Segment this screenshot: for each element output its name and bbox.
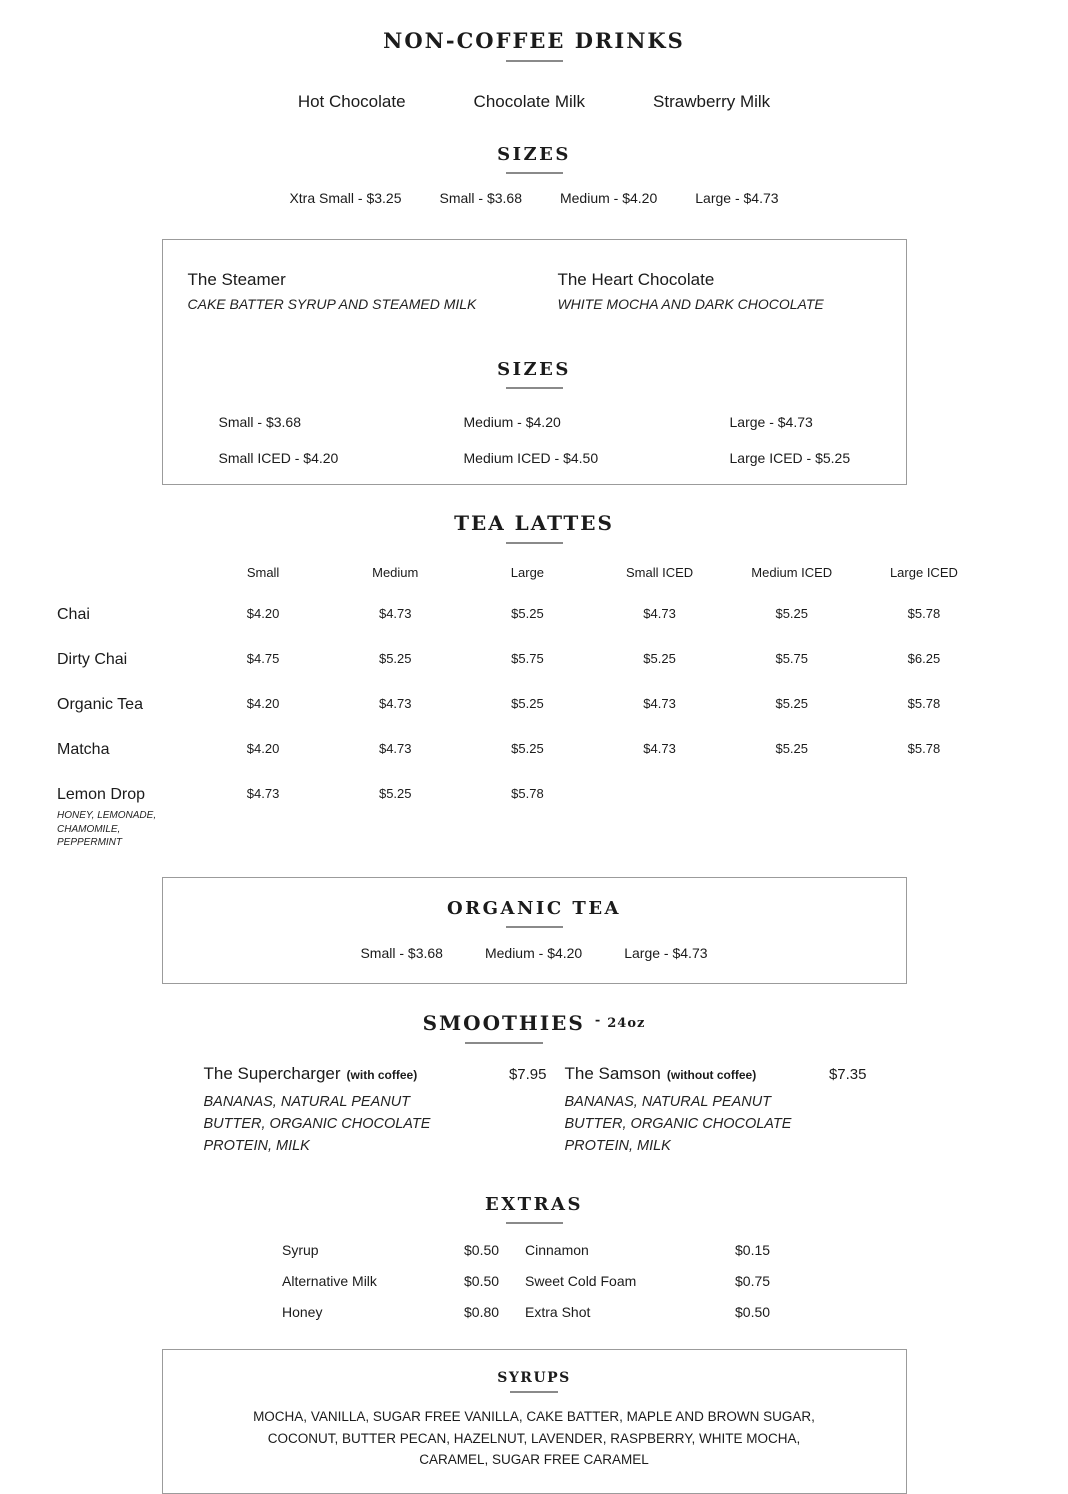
item-name: The Supercharger [203,1063,341,1083]
price-cell: $5.78 [907,606,941,621]
size-price: Large - $4.73 [624,944,708,961]
smoothie-item [204,1064,565,1158]
extra-price: $0.50 [464,1241,500,1258]
price-cell: $5.25 [775,696,809,711]
price-cell: $4.73 [643,606,676,621]
extra-price: $0.50 [735,1303,771,1320]
size-price: Large ICED - $5.25 [729,450,851,466]
column-header: Large ICED [889,565,958,580]
heading-underline [506,172,563,174]
smoothie-item [565,1064,907,1158]
price-cell: $5.25 [511,741,544,756]
price-cell: $4.20 [246,696,280,711]
size-price: Small ICED - $4.20 [218,450,339,466]
syrups-box [162,1349,907,1494]
heading-underline [510,1391,558,1393]
heading-underline [506,926,563,928]
extras-row [282,1305,786,1319]
column-header: Medium ICED [751,565,833,580]
price-cell: $5.25 [511,696,544,711]
item-description: BANANAS, NATURAL PEANUT BUTTER, ORGANIC CHOCOLATE PROTEIN, MILK [564,1093,792,1155]
item-qualifier: (with coffee) [346,1067,418,1082]
row-label: Chai [57,606,90,623]
price-cell: $6.25 [907,651,941,666]
extra-price: $0.50 [464,1272,500,1289]
price-cell: $4.73 [643,696,676,711]
tea-lattes-heading: TEA LATTES [454,511,614,535]
drink-name: Hot Chocolate [297,92,406,111]
table-row [57,741,990,759]
non-coffee-drinks-row [0,92,1068,112]
size-price: Medium ICED - $4.50 [463,450,599,466]
price-cell: $4.20 [246,741,280,756]
table-row [57,696,990,714]
organic-tea-sizes-row [163,945,906,961]
price-cell: $5.25 [378,786,412,801]
size-price: Small - $3.68 [360,944,443,961]
size-price: Medium - $4.20 [484,944,583,961]
price-cell: $5.25 [511,606,544,621]
row-label: Organic Tea [57,696,143,713]
heading-underline [506,387,563,389]
page-title: NON-COFFEE DRINKS [383,28,685,53]
size-price: Xtra Small - $3.25 [289,190,402,206]
price-cell: $4.20 [246,606,280,621]
extra-item: Honey [282,1303,323,1320]
table-row [57,786,990,850]
row-label: Dirty Chai [57,651,128,668]
smoothies-heading-row [0,1011,1068,1044]
smoothies-heading: SMOOTHIES [422,1010,585,1035]
price-cell: $5.78 [511,786,544,801]
size-price: Small - $3.68 [439,190,522,206]
size-note-text: 24oz [607,1015,646,1031]
sizes-heading: SIZES [497,144,571,165]
price-cell: $4.73 [246,786,280,801]
column-header: Small [246,565,280,580]
heading-underline [506,1222,563,1224]
price-cell: $5.78 [907,741,941,756]
smoothies-size-note [594,1012,646,1031]
item-name: The Heart Chocolate [557,270,715,289]
heading-underline [506,542,563,544]
drink-name: Strawberry Milk [653,92,771,111]
extra-item: Alternative Milk [282,1272,377,1289]
column-header: Medium [372,565,419,580]
extras-heading: EXTRAS [484,1193,583,1215]
heading-underline [506,60,563,62]
price-cell: $5.75 [511,651,544,666]
table-header-row [57,565,990,580]
extras-row [282,1274,786,1288]
featured-item [557,270,885,312]
item-price: $7.95 [508,1065,547,1083]
extra-price: $0.80 [464,1303,500,1320]
price-cell: $5.25 [643,651,676,666]
price-cell: $5.25 [378,651,412,666]
size-price: Large - $4.73 [729,414,813,430]
item-description: CAKE BATTER SYRUP AND STEAMED MILK [187,296,477,312]
drink-name: Chocolate Milk [473,92,586,111]
extra-item: Sweet Cold Foam [525,1272,637,1289]
item-qualifier: (without coffee) [666,1067,757,1082]
hot-sizes-row [163,414,906,430]
item-description: BANANAS, NATURAL PEANUT BUTTER, ORGANIC CHOCOLATE PROTEIN, MILK [203,1093,431,1155]
non-coffee-sizes-row [0,190,1068,206]
sizes-heading: SIZES [497,359,571,380]
syrups-heading: SYRUPS [497,1369,571,1386]
price-cell: $4.73 [378,741,412,756]
row-label [57,786,197,850]
size-price: Medium - $4.20 [463,414,561,430]
size-price: Small - $3.68 [218,414,301,430]
price-cell: $5.25 [775,606,809,621]
organic-tea-box [162,877,907,984]
featured-items [163,270,906,312]
extras-row [282,1243,786,1257]
extra-item: Cinnamon [525,1241,589,1258]
item-description: WHITE MOCHA AND DARK CHOCOLATE [557,296,824,312]
price-cell: $4.73 [643,741,676,756]
extra-item: Extra Shot [525,1303,591,1320]
column-header: Large [510,565,545,580]
price-cell: $4.73 [378,696,412,711]
price-cell: $5.78 [907,696,941,711]
dash: - [594,1012,602,1028]
price-cell: $4.75 [246,651,280,666]
syrups-list: MOCHA, VANILLA, SUGAR FREE VANILLA, CAKE BATTER, MAPLE AND BROWN SUGAR, COCONUT, BUTTER PECAN, HAZELNUT, LAVENDER, RASPBERRY, WHITE MOCHA, CARAMEL, SUGAR FREE CARAMEL [253,1408,815,1468]
heading-underline [465,1042,543,1044]
item-name: The Steamer [187,270,286,289]
smoothies-items [162,1064,907,1158]
extra-item: Syrup [282,1241,319,1258]
row-label: Matcha [57,741,110,758]
table-row [57,606,990,624]
tea-lattes-table [0,565,1068,850]
size-price: Large - $4.73 [695,190,779,206]
price-cell: $5.25 [775,741,809,756]
extras-table [282,1243,786,1319]
size-price: Medium - $4.20 [559,190,658,206]
column-header: Small ICED [625,565,694,580]
row-note: HONEY, LEMONADE, CHAMOMILE, PEPPERMINT [57,810,157,848]
smoothie-item-header [565,1064,907,1084]
price-cell: $4.73 [378,606,412,621]
smoothie-item-header [204,1064,565,1084]
row-label-text: Lemon Drop [57,786,146,803]
iced-sizes-row [163,450,906,466]
organic-tea-heading: ORGANIC TEA [446,897,622,919]
extra-price: $0.75 [735,1272,771,1289]
smoothies-heading-block [423,1011,585,1044]
extra-price: $0.15 [735,1241,771,1258]
featured-item [188,270,558,312]
item-price: $7.35 [828,1065,867,1083]
table-row [57,651,990,669]
item-name: The Samson [564,1063,661,1083]
featured-drinks-box [162,239,907,485]
price-cell: $5.75 [775,651,809,666]
